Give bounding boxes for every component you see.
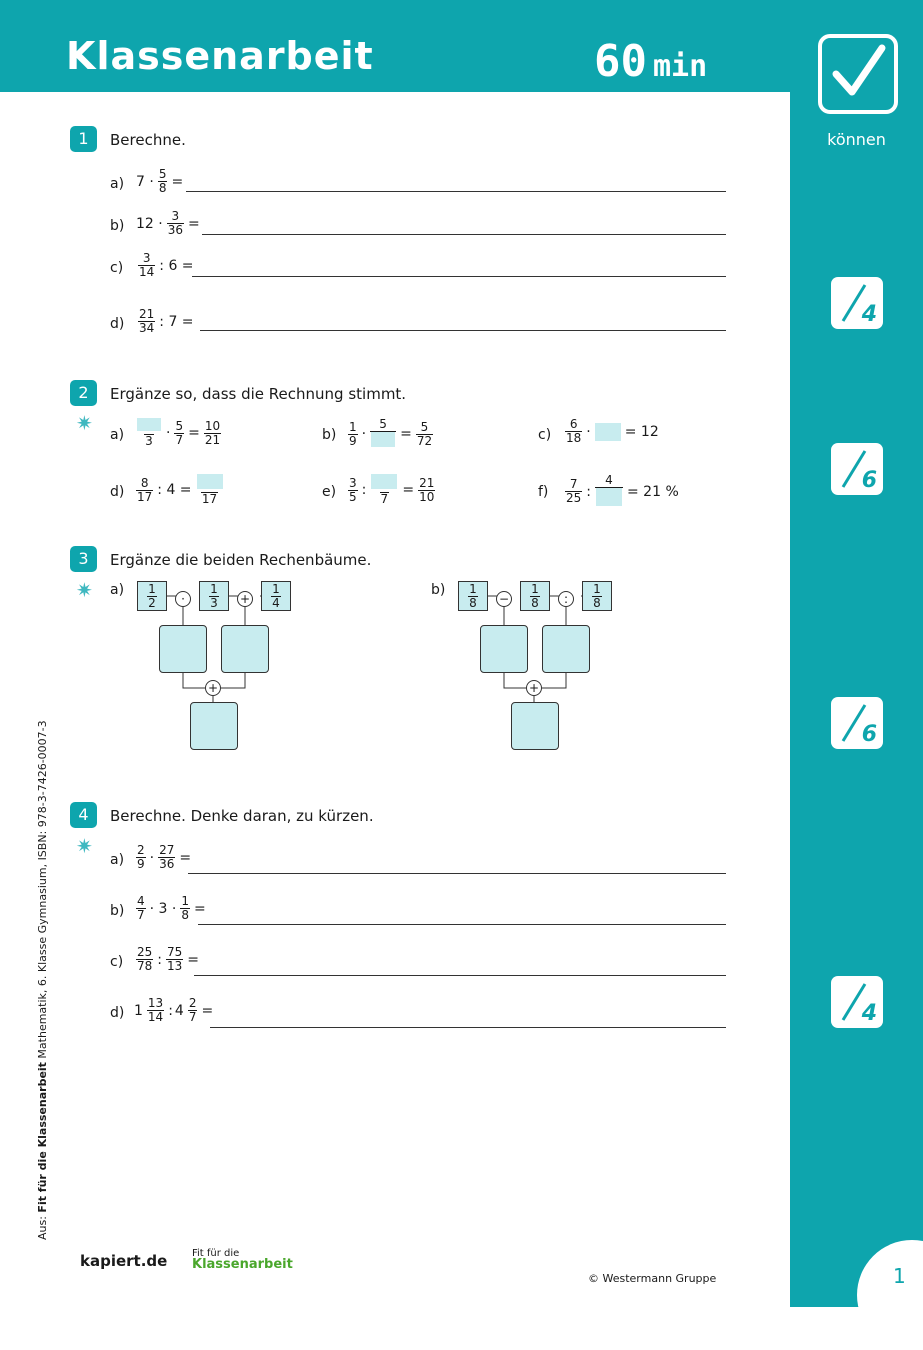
item-label: a) <box>110 852 125 868</box>
expression: $\frac{3}{14}$ : 6 = <box>139 251 194 279</box>
task-instruction: Berechne. Denke daran, zu kürzen. <box>110 807 374 825</box>
item-label: b) <box>110 218 125 234</box>
duration-unit: min <box>652 49 708 84</box>
points-box-task1 <box>831 277 883 329</box>
task-number: 2 <box>70 380 97 406</box>
tree-answer-box[interactable] <box>511 702 559 750</box>
tree-fraction: $\frac{1}{2}$ <box>137 581 167 611</box>
expression: 1 $\frac{13}{14}$ : 4 $\frac{2}{7}$ = <box>134 996 214 1024</box>
fraction: $\frac{3}{36}$ <box>167 209 183 237</box>
duration <box>594 36 707 87</box>
tree-answer-box[interactable] <box>480 625 528 673</box>
fraction: $\frac{5}{8}$ <box>158 167 167 195</box>
tree-fraction: $\frac{1}{8}$ <box>582 581 612 611</box>
tree-answer-box[interactable] <box>159 625 207 673</box>
tree-fraction: $\frac{1}{8}$ <box>458 581 488 611</box>
page-title: Klassenarbeit <box>66 34 374 78</box>
page-number: 1 <box>893 1264 906 1288</box>
blank-input[interactable] <box>371 432 395 447</box>
expression: $\frac{8}{17}$ : 4 = 17 <box>134 474 226 506</box>
expression: 3 · $\frac{5}{7}$ = $\frac{10}{21}$ <box>134 418 223 448</box>
points-value: 4 <box>861 302 877 327</box>
blank-input[interactable] <box>197 474 223 489</box>
fraction: $\frac{21}{34}$ <box>139 307 155 335</box>
item-label: e) <box>322 484 337 500</box>
expression: $\frac{2}{9}$ · $\frac{27}{36}$ = <box>137 843 192 871</box>
difficulty-star-icon: ✷ <box>76 411 93 435</box>
operator: : <box>558 591 574 607</box>
task-instruction: Berechne. <box>110 131 186 149</box>
blank-input[interactable] <box>595 423 621 441</box>
kapiert-logo: kapiert.de <box>80 1252 168 1270</box>
answer-line[interactable] <box>186 191 726 192</box>
operator: + <box>526 680 542 696</box>
item-label: d) <box>110 1005 125 1021</box>
expression: $\frac{3}{5}$ : 7 = $\frac{21}{10}$ <box>349 475 435 506</box>
fit-logo: Fit für die Klassenarbeit <box>192 1248 293 1272</box>
tree-answer-box[interactable] <box>190 702 238 750</box>
expression: 7 · $\frac{5}{8}$ = <box>136 167 184 195</box>
tree-fraction: $\frac{1}{8}$ <box>520 581 550 611</box>
item-label: b) <box>431 582 446 598</box>
task-number: 1 <box>70 126 97 152</box>
fraction: $\frac{3}{14}$ <box>139 251 155 279</box>
expression: $\frac{21}{34}$ : 7 = <box>139 307 194 335</box>
expression: $\frac{4}{7}$ · 3 · $\frac{1}{8}$ = <box>137 894 206 922</box>
expression: $\frac{6}{18}$ · = 12 <box>566 417 659 445</box>
item-label: b) <box>110 903 125 919</box>
tree-answer-box[interactable] <box>542 625 590 673</box>
operator: + <box>205 680 221 696</box>
points-box-task3 <box>831 697 883 749</box>
blank-input[interactable] <box>371 474 397 489</box>
item-label: f) <box>538 484 549 500</box>
expression: $\frac{1}{9}$ · 5 = $\frac{5}{72}$ <box>346 418 435 450</box>
item-label: b) <box>322 427 337 443</box>
item-label: d) <box>110 484 125 500</box>
answer-line[interactable] <box>198 924 726 925</box>
points-box-task4 <box>831 976 883 1028</box>
answer-line[interactable] <box>188 873 726 874</box>
answer-line[interactable] <box>192 276 726 277</box>
tree-fraction: $\frac{1}{4}$ <box>261 581 291 611</box>
task-number: 3 <box>70 546 97 572</box>
points-box-task2 <box>831 443 883 495</box>
difficulty-star-icon: ✷ <box>76 834 93 858</box>
item-label: c) <box>110 260 124 276</box>
item-label: c) <box>110 954 124 970</box>
duration-value: 60 <box>594 36 647 87</box>
answer-line[interactable] <box>202 234 726 235</box>
item-label: a) <box>110 427 125 443</box>
points-sidebar <box>790 0 923 1307</box>
task-number: 4 <box>70 802 97 828</box>
points-value: 6 <box>861 468 877 493</box>
item-label: d) <box>110 316 125 332</box>
blank-input[interactable] <box>596 488 622 506</box>
expression: 12 · $\frac{3}{36}$ = <box>136 209 200 237</box>
operator: + <box>237 591 253 607</box>
blank-input[interactable] <box>137 418 161 431</box>
item-label: a) <box>110 176 125 192</box>
task-instruction: Ergänze so, dass die Rechnung stimmt. <box>110 385 407 403</box>
copyright: © Westermann Gruppe <box>588 1272 717 1285</box>
operator: − <box>496 591 512 607</box>
answer-line[interactable] <box>200 330 726 331</box>
points-value: 6 <box>861 722 877 747</box>
answer-line[interactable] <box>210 1027 726 1028</box>
task-instruction: Ergänze die beiden Rechenbäume. <box>110 551 372 569</box>
tree-fraction: $\frac{1}{3}$ <box>199 581 229 611</box>
answer-line[interactable] <box>194 975 726 976</box>
expression: $\frac{25}{78}$ : $\frac{75}{13}$ = <box>137 945 200 973</box>
sidebar-label: können <box>827 130 886 149</box>
item-label: a) <box>110 582 125 598</box>
operator: · <box>175 591 191 607</box>
checkmark-icon <box>818 34 898 114</box>
tree-answer-box[interactable] <box>221 625 269 673</box>
difficulty-star-icon: ✷ <box>76 578 93 602</box>
item-label: c) <box>538 427 552 443</box>
expression: $\frac{7}{25}$ : 4 = 21 % <box>563 474 679 509</box>
points-value: 4 <box>861 1001 877 1026</box>
source-credit: Aus: Fit für die Klassenarbeit Mathematik, 6. Klasse Gymnasium, ISBN: 978-3-7426-0007-3 <box>36 720 49 1240</box>
